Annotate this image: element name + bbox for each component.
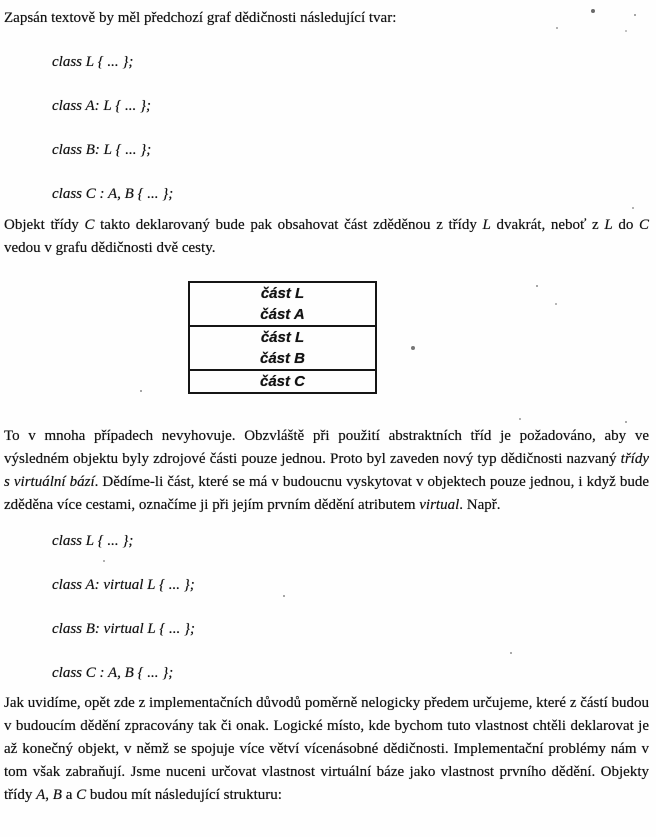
text-run: do bbox=[612, 217, 640, 233]
class-name: C bbox=[76, 787, 87, 803]
table-cell: část L bbox=[260, 285, 305, 302]
text-run: vedou v grafu dědičnosti dvě cesty. bbox=[4, 240, 216, 256]
code-line: class B: virtual L { ... }; bbox=[52, 621, 195, 637]
object-layout-table bbox=[188, 281, 377, 394]
code-line: class B: L { ... }; bbox=[52, 142, 152, 158]
class-name: C bbox=[639, 217, 650, 233]
paragraph-virtual-base-intro bbox=[4, 425, 649, 517]
code-block-virtual-inheritance bbox=[52, 530, 649, 685]
text-run: To v mnoha případech nevyhovuje. Obzvláště při použití abstraktních tříd je požadováno, aby ve výsledném objektu byly zdrojové části pouze jednou. Proto byl zaveden nový typ dědičnosti nazvaný bbox=[4, 428, 649, 467]
class-name: L bbox=[604, 217, 613, 233]
code-line: class L { ... }; bbox=[52, 533, 134, 549]
table-row bbox=[190, 283, 375, 327]
class-name: B bbox=[52, 787, 62, 803]
table-row bbox=[190, 371, 375, 392]
text-run: a bbox=[61, 787, 77, 803]
text-run: . Dědíme-li část, které se má v budoucnu vyskytovat v objektech pouze jednou, i když bude zděděna více cestami, označíme ji při jejím prvním dědění atributem bbox=[4, 474, 649, 513]
closing-paragraph bbox=[4, 692, 649, 807]
text-run: dvakrát, neboť z bbox=[490, 217, 605, 233]
intro-paragraph: Zapsán textově by měl předchozí graf dědičnosti následující tvar: bbox=[4, 10, 397, 26]
code-line: class L { ... }; bbox=[52, 54, 134, 70]
text-run: . Např. bbox=[459, 497, 501, 513]
paragraph-duplicate-base bbox=[4, 214, 649, 260]
class-name: C bbox=[84, 217, 95, 233]
code-line: class C : A, B { ... }; bbox=[52, 665, 174, 681]
table-cell: část C bbox=[259, 373, 306, 390]
code-line: class A: L { ... }; bbox=[52, 98, 151, 114]
table-row bbox=[190, 327, 375, 371]
keyword-emphasis: virtual bbox=[419, 497, 460, 513]
table-cell: část A bbox=[260, 306, 305, 323]
term-emphasis: třídy s virtuální bází bbox=[4, 451, 649, 490]
code-line: class C : A, B { ... }; bbox=[52, 186, 174, 202]
scan-noise bbox=[0, 0, 2, 2]
table-cell: část L bbox=[260, 329, 305, 346]
table-cell: část B bbox=[259, 350, 306, 367]
text-run: takto deklarovaný bude pak obsahovat část zděděnou z třídy bbox=[94, 217, 483, 233]
text-run: , bbox=[45, 787, 53, 803]
class-name: L bbox=[482, 217, 491, 233]
text-run: Objekt třídy bbox=[4, 217, 85, 233]
code-line: class A: virtual L { ... }; bbox=[52, 577, 195, 593]
code-block-plain-inheritance bbox=[52, 51, 649, 206]
text-run: Jak uvidíme, opět zde z implementačních důvodů poměrně nelogicky předem určujeme, které z částí budou v budoucím dědění zpracovány tak či onak. Logické místo, kde bychom tuto vlastnost chtěli deklarovat je až konečný objekt, v němž se spojuje více větví vícenásobné dědičnosti. Implementační problémy nám v tom však zabraňují. Jsme nuceni určovat vlastnost virtuální báze jako vlastnost prvního dědění. Objekty třídy bbox=[4, 695, 649, 803]
class-name: A bbox=[36, 787, 46, 803]
text-run: budou mít následující strukturu: bbox=[86, 787, 282, 803]
